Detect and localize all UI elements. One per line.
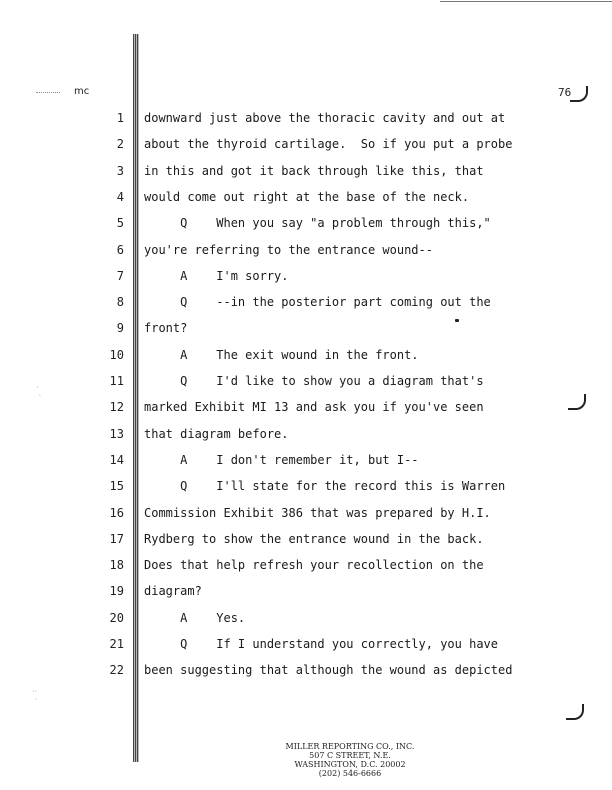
transcript-line: Q --in the posterior part coming out the	[144, 295, 491, 309]
line-number: 12	[109, 400, 124, 414]
transcript-line: A Yes.	[144, 611, 246, 625]
line-number: 13	[109, 427, 124, 441]
transcript-line: Q When you say "a problem through this,"	[144, 216, 491, 230]
transcript-line: Q If I understand you correctly, you have	[144, 637, 499, 651]
transcript-line: in this and got it back through like this, that	[144, 164, 484, 178]
margin-dots	[36, 92, 60, 93]
line-number: 11	[109, 374, 124, 388]
scan-smudge: ⋅⋅ ⋅	[32, 687, 38, 704]
transcript-line: Q I'd like to show you a diagram that's	[144, 374, 484, 388]
transcript-line: A I'm sorry.	[144, 269, 289, 283]
line-number: 16	[109, 506, 124, 520]
footer-street: 507 C STREET, N.E.	[309, 751, 391, 760]
line-number: 20	[109, 611, 124, 625]
line-number: 22	[109, 663, 124, 677]
line-number: 8	[116, 295, 124, 309]
transcript-line: marked Exhibit MI 13 and ask you if you've seen	[144, 400, 484, 414]
transcript-line: you're referring to the entrance wound--	[144, 243, 433, 257]
transcript-line: been suggesting that although the wound as depicted	[144, 663, 513, 677]
line-number: 21	[109, 637, 124, 651]
footer-company: MILLER REPORTING CO., INC.	[285, 742, 415, 751]
line-number: 17	[109, 532, 124, 546]
reporter-footer	[250, 742, 450, 778]
line-number: 3	[116, 164, 124, 178]
line-number: 4	[116, 190, 124, 204]
line-number: 5	[116, 216, 124, 230]
page-number: 76	[558, 86, 572, 99]
transcript-line: downward just above the thoracic cavity and out at	[144, 111, 506, 125]
transcript-line: Rydberg to show the entrance wound in the back.	[144, 532, 484, 546]
transcript-line: diagram?	[144, 584, 202, 598]
hole-punch-mark-top	[570, 86, 588, 102]
line-number: 15	[109, 479, 124, 493]
transcript-line: Q I'll state for the record this is Warren	[144, 479, 506, 493]
transcript-line: Does that help refresh your recollection on the	[144, 558, 484, 572]
hole-punch-mark-bottom	[566, 704, 584, 720]
left-margin-rule	[133, 34, 139, 762]
line-number: 7	[116, 269, 124, 283]
line-number: 9	[116, 321, 124, 335]
line-number: 18	[109, 558, 124, 572]
scan-smudge: ⋅ ⋅	[36, 383, 42, 400]
transcript-line: A The exit wound in the front.	[144, 348, 419, 362]
line-number: 19	[109, 584, 124, 598]
line-number: 6	[116, 243, 124, 257]
transcript-line: about the thyroid cartilage. So if you put a probe	[144, 137, 513, 151]
footer-phone: (202) 546-6666	[318, 769, 382, 778]
transcript-line: A I don't remember it, but I--	[144, 453, 419, 467]
transcript-line: front?	[144, 321, 188, 335]
transcript-line: would come out right at the base of the neck.	[144, 190, 470, 204]
line-number: 14	[109, 453, 124, 467]
transcript-line: that diagram before.	[144, 427, 289, 441]
transcript-line: Commission Exhibit 386 that was prepared by H.I.	[144, 506, 491, 520]
top-rule	[440, 1, 612, 2]
line-number: 2	[116, 137, 124, 151]
reporter-initials: mc	[74, 86, 90, 97]
line-number: 10	[109, 348, 124, 362]
footer-city: WASHINGTON, D.C. 20002	[294, 760, 406, 769]
line-number: 1	[116, 111, 124, 125]
